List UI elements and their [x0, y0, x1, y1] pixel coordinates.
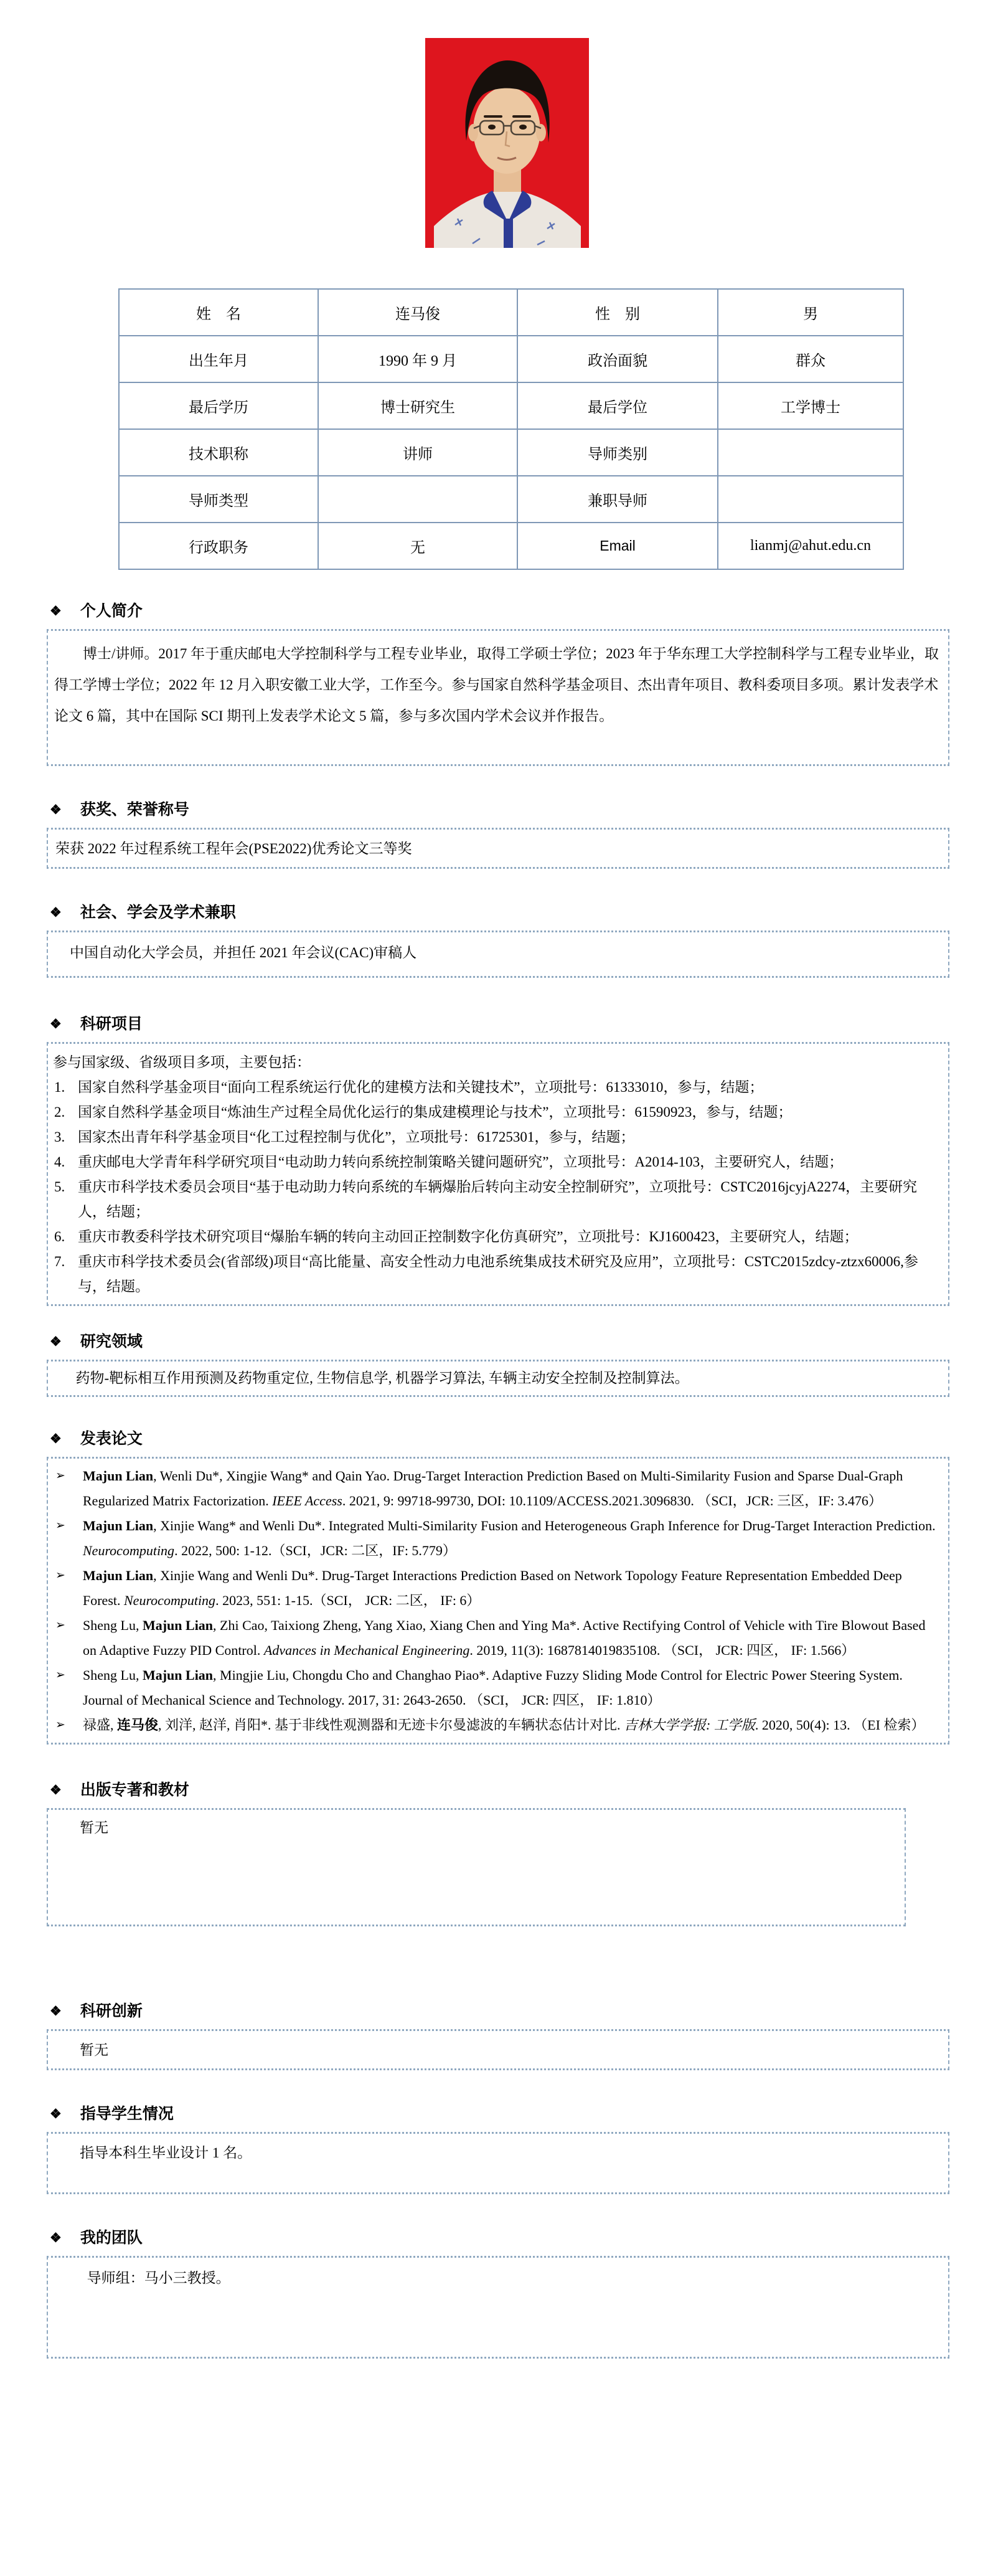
publication-text-segment: , Mingjie Liu, Chongdu Cho and Changhao Piao*. Adaptive Fuzzy Sliding Mode Control for Electric Power Steering System. Journal of Mechanical Science and Technology. 2017, 31: 2643-2650. （SCI， JCR: 四区， IF: 1.810）	[83, 1667, 903, 1708]
publication-text-segment: . 2023, 551: 1-15.（SCI， JCR: 二区， IF: 6）	[215, 1593, 481, 1608]
info-label-cell: 最后学位	[517, 382, 718, 429]
project-item-number: 1.	[54, 1079, 65, 1095]
publication-text-segment: , Xinjie Wang* and Wenli Du*. Integrated Multi-Similarity Fusion and Heterogeneous Graph Inference for Drug-Target Interaction Prediction.	[153, 1518, 936, 1533]
publication-journal-name: IEEE Access	[272, 1493, 342, 1508]
project-item	[53, 1249, 942, 1299]
publication-item-text	[83, 1563, 942, 1613]
publication-item-text	[83, 1464, 942, 1513]
section-intro-header	[50, 601, 988, 622]
info-label-cell: 性 别	[517, 289, 718, 336]
projects-lead-text: 参与国家级、省级项目多项，主要包括：	[53, 1054, 311, 1070]
section-projects-box	[47, 1042, 949, 1306]
diamond-bullet-icon: ❖	[50, 2106, 62, 2121]
section-projects	[0, 1014, 988, 1306]
publication-journal-name: Neurocomputing	[124, 1593, 216, 1608]
project-item-text: 重庆市教委科学技术研究项目“爆胎车辆的转向主动回正控制数字化仿真研究”，立项批号：KJ1600423，主要研究人，结题；	[78, 1229, 859, 1244]
publication-text-segment: 禄盛,	[83, 1717, 118, 1733]
publication-item	[54, 1464, 942, 1513]
section-books	[0, 1780, 988, 1926]
publication-journal-name: Neurocomputing	[83, 1543, 175, 1558]
section-projects-header	[50, 1014, 988, 1035]
info-table-row	[119, 382, 903, 429]
research-areas-text: 药物-靶标相互作用预测及药物重定位, 生物信息学, 机器学习算法, 车辆主动安全控制及控制算法。	[75, 1370, 689, 1386]
team-text: 导师组：马小三教授。	[87, 2270, 230, 2286]
publication-text-segment: , Zhi Cao, Taixiong Zheng, Yang Xiao, Xiang Chen and Ying Ma*. Active Rectifying Control of Vehicle with Tire Blowout Based on Adaptive Fuzzy PID Control.	[83, 1617, 926, 1658]
project-item-number: 5.	[54, 1179, 65, 1195]
info-value-cell	[718, 429, 903, 476]
info-label-cell: 兼职导师	[517, 476, 718, 523]
publication-text-segment: . 2020, 50(4): 13. （EI 检索）	[755, 1717, 925, 1733]
section-publications-box	[47, 1457, 949, 1745]
project-item-number: 2.	[54, 1104, 65, 1120]
section-students	[0, 2104, 988, 2194]
publication-text-segment: Sheng Lu,	[83, 1667, 143, 1683]
diamond-bullet-icon: ❖	[50, 1334, 62, 1349]
section-awards	[0, 800, 988, 869]
project-item-text: 国家自然科学基金项目“面向工程系统运行优化的建模方法和关键技术”，立项批号：61333010，参与，结题；	[78, 1079, 764, 1095]
section-publications-header	[50, 1429, 988, 1449]
publication-item-text	[83, 1663, 942, 1713]
publication-text-segment: Sheng Lu,	[83, 1617, 143, 1633]
info-value-cell: 男	[718, 289, 903, 336]
info-table-row	[119, 336, 903, 382]
info-label-cell: Email	[517, 523, 718, 569]
publication-text-segment: , 刘洋, 赵洋, 肖阳*. 基于非线性观测器和无迹卡尔曼滤波的车辆状态估计对比.	[158, 1717, 624, 1733]
section-team-box	[47, 2256, 949, 2359]
info-label-cell: 行政职务	[119, 523, 318, 569]
awards-text: 荣获 2022 年过程系统工程年会(PSE2022)优秀论文三等奖	[55, 841, 412, 856]
info-table-body	[119, 289, 903, 569]
arrow-bullet-icon: ➢	[55, 1619, 65, 1632]
publication-item	[54, 1563, 942, 1613]
info-value-cell: 1990 年 9 月	[318, 336, 517, 382]
project-item-text: 重庆市科学技术委员会项目“基于电动助力转向系统的车辆爆胎后转向主动安全控制研究”，立项批号：CSTC2016jcyjA2274，主要研究人，结题；	[78, 1179, 918, 1219]
info-label-cell: 最后学历	[119, 382, 318, 429]
project-item	[53, 1125, 942, 1150]
arrow-bullet-icon: ➢	[55, 1569, 65, 1582]
info-value-cell	[718, 476, 903, 523]
profile-photo	[425, 38, 589, 248]
project-item-number: 4.	[54, 1154, 65, 1170]
section-innovation-header	[50, 2001, 988, 2022]
publication-item	[54, 1513, 942, 1563]
section-innovation-title: 科研创新	[80, 2003, 143, 2020]
publication-author-highlight: Majun Lian	[83, 1518, 154, 1533]
diamond-bullet-icon: ❖	[50, 2004, 62, 2019]
section-research-areas-box	[47, 1360, 949, 1397]
innovation-text: 暂无	[80, 2042, 109, 2058]
info-table-row	[119, 523, 903, 569]
section-publications	[0, 1429, 988, 1745]
publication-item	[54, 1613, 942, 1663]
project-item-text: 国家自然科学基金项目“炼油生产过程全局优化运行的集成建模理论与技术”，立项批号：61590923，参与，结题；	[78, 1104, 793, 1120]
publication-item-text	[83, 1613, 942, 1663]
info-label-cell: 出生年月	[119, 336, 318, 382]
arrow-bullet-icon: ➢	[55, 1469, 65, 1482]
project-item	[53, 1224, 942, 1249]
section-students-header	[50, 2104, 988, 2124]
section-books-box	[47, 1808, 906, 1926]
info-label-cell: 导师类型	[119, 476, 318, 523]
diamond-bullet-icon: ❖	[50, 2230, 62, 2245]
publication-item	[54, 1713, 942, 1738]
info-value-cell: 博士研究生	[318, 382, 517, 429]
section-research-areas	[0, 1332, 988, 1397]
books-text: 暂无	[80, 1820, 109, 1835]
intro-text: 博士/讲师。2017 年于重庆邮电大学控制科学与工程专业毕业，取得工学硕士学位；2023 年于华东理工大学控制科学与工程专业毕业，取得工学博士学位；2022 年 12 月入职安徽工业大学，工作至今。参与国家自然科学基金项目、杰出青年项目、教科委项目多项。累计发表学术论文 6 篇，其中在国际 SCI 期刊上发表学术论文 5 篇，参与多次国内学术会议并作报告。	[54, 646, 939, 724]
info-value-cell	[318, 476, 517, 523]
info-label-cell: 导师类别	[517, 429, 718, 476]
section-intro-title: 个人简介	[80, 603, 143, 620]
section-research-areas-title: 研究领域	[80, 1333, 143, 1350]
section-students-box	[47, 2132, 949, 2194]
publication-item-text	[83, 1513, 942, 1563]
project-item	[53, 1100, 942, 1125]
diamond-bullet-icon: ❖	[50, 905, 62, 920]
project-item-text: 国家杰出青年科学基金项目“化工过程控制与优化”，立项批号：61725301，参与，结题；	[78, 1129, 635, 1145]
publication-author-highlight: 连马俊	[117, 1717, 159, 1733]
publication-author-highlight: Majun Lian	[142, 1617, 214, 1633]
info-label-cell: 姓 名	[119, 289, 318, 336]
arrow-bullet-icon: ➢	[55, 1718, 65, 1731]
section-books-header	[50, 1780, 988, 1801]
section-memberships-header	[50, 902, 988, 923]
publication-item-text	[83, 1713, 942, 1738]
info-table-row	[119, 429, 903, 476]
section-publications-title: 发表论文	[80, 1431, 143, 1447]
info-value-cell: 无	[318, 523, 517, 569]
info-table-row	[119, 289, 903, 336]
section-team-header	[50, 2228, 988, 2248]
diamond-bullet-icon: ❖	[50, 1016, 62, 1031]
project-item	[53, 1175, 942, 1224]
diamond-bullet-icon: ❖	[50, 604, 62, 618]
section-awards-box	[47, 828, 949, 869]
section-awards-header	[50, 800, 988, 820]
memberships-text: 中国自动化大学会员，并担任 2021 年会议(CAC)审稿人	[70, 945, 417, 960]
students-text: 指导本科生毕业设计 1 名。	[80, 2145, 252, 2161]
diamond-bullet-icon: ❖	[50, 1431, 62, 1446]
publications-list	[54, 1464, 942, 1738]
info-value-cell: lianmj@ahut.edu.cn	[718, 523, 903, 569]
publication-journal-name: 吉林大学学报: 工学版	[624, 1717, 755, 1733]
project-item-number: 7.	[54, 1254, 65, 1269]
publication-author-highlight: Majun Lian	[83, 1568, 154, 1583]
info-label-cell: 技术职称	[119, 429, 318, 476]
info-value-cell: 群众	[718, 336, 903, 382]
project-item-number: 6.	[54, 1229, 65, 1244]
project-item-number: 3.	[54, 1129, 65, 1145]
section-innovation	[0, 2001, 988, 2070]
section-projects-title: 科研项目	[80, 1016, 143, 1033]
info-label-cell: 政治面貌	[517, 336, 718, 382]
publication-text-segment: . 2021, 9: 99718-99730, DOI: 10.1109/ACCESS.2021.3096830. （SCI，JCR: 三区，IF: 3.476）	[342, 1493, 882, 1508]
projects-list	[53, 1075, 942, 1299]
publication-author-highlight: Majun Lian	[142, 1667, 214, 1683]
arrow-bullet-icon: ➢	[55, 1669, 65, 1682]
section-research-areas-header	[50, 1332, 988, 1352]
section-team-title: 我的团队	[80, 2230, 143, 2247]
section-memberships-box	[47, 930, 949, 978]
arrow-bullet-icon: ➢	[55, 1519, 65, 1532]
info-value-cell: 连马俊	[318, 289, 517, 336]
section-memberships	[0, 902, 988, 978]
section-books-title: 出版专著和教材	[80, 1782, 189, 1799]
section-awards-title: 获奖、荣誉称号	[80, 802, 189, 818]
section-intro-box	[47, 629, 949, 766]
section-team	[0, 2228, 988, 2359]
project-item-text: 重庆市科学技术委员会(省部级)项目“高比能量、高安全性动力电池系统集成技术研究及应用”，立项批号：CSTC2015zdcy-ztzx60006,参与，结题。	[78, 1254, 918, 1294]
publication-author-highlight: Majun Lian	[83, 1468, 154, 1484]
project-item-text: 重庆邮电大学青年科学研究项目“电动助力转向系统控制策略关键问题研究”，立项批号：A2014-103，主要研究人，结题；	[78, 1154, 844, 1170]
publication-item	[54, 1663, 942, 1713]
project-item	[53, 1075, 942, 1100]
info-table	[118, 288, 904, 570]
section-innovation-box	[47, 2029, 949, 2070]
diamond-bullet-icon: ❖	[50, 802, 62, 817]
publication-text-segment: . 2019, 11(3): 1687814019835108. （SCI， JCR: 四区， IF: 1.566）	[469, 1642, 855, 1658]
project-item	[53, 1150, 942, 1175]
info-value-cell: 工学博士	[718, 382, 903, 429]
publication-text-segment: . 2022, 500: 1-12.（SCI，JCR: 二区，IF: 5.779）	[174, 1543, 456, 1558]
publication-journal-name: Advances in Mechanical Engineering	[263, 1642, 470, 1658]
section-intro	[0, 601, 988, 766]
section-memberships-title: 社会、学会及学术兼职	[80, 904, 236, 921]
publication-text-segment: , Xinjie Wang and Wenli Du*. Drug-Target Interactions Prediction Based on Network Topology Feature Representation Embedded Deep Forest.	[83, 1568, 902, 1608]
diamond-bullet-icon: ❖	[50, 1783, 62, 1797]
section-students-title: 指导学生情况	[80, 2106, 174, 2123]
info-value-cell: 讲师	[318, 429, 517, 476]
info-table-row	[119, 476, 903, 523]
publication-text-segment: , Wenli Du*, Xingjie Wang* and Qain Yao. Drug-Target Interaction Prediction Based on Multi-Similarity Fusion and Sparse Dual-Graph Regularized Matrix Factorization.	[83, 1468, 903, 1508]
